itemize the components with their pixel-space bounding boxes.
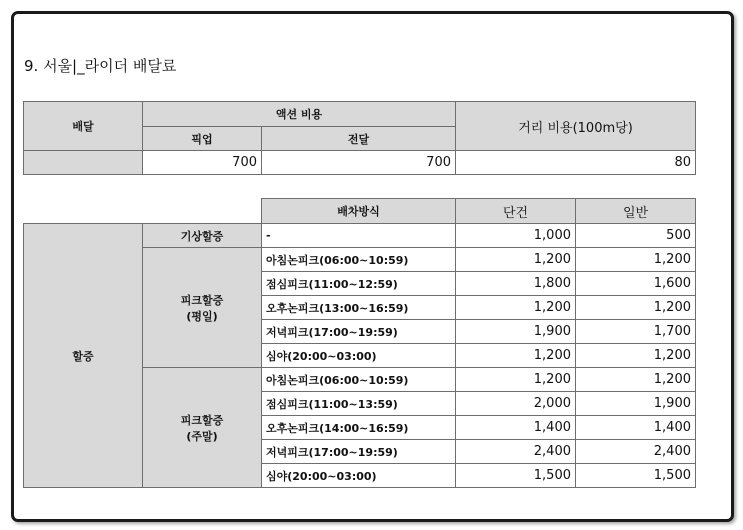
- dispatch-type: 점심피크(11:00~13:59): [262, 392, 456, 416]
- single-value: 1,200: [456, 248, 576, 272]
- dispatch-type: 심야(20:00~03:00): [262, 344, 456, 368]
- delivery-row-label: 배달: [24, 102, 143, 151]
- single-value: 1,500: [456, 464, 576, 488]
- header-blank: [24, 199, 262, 224]
- pickup-header: 픽업: [143, 127, 262, 151]
- weekend-label-line1: 피크할증: [180, 413, 224, 427]
- dispatch-type: 오후논피크(14:00~16:59): [262, 416, 456, 440]
- distance-cost-header: 거리 비용(100m당): [456, 102, 696, 151]
- single-value: 2,000: [456, 392, 576, 416]
- general-value: 1,200: [576, 368, 696, 392]
- single-value: 1,400: [456, 416, 576, 440]
- dispatch-header: 배차방식: [262, 199, 456, 224]
- dispatch-type: 심야(20:00~03:00): [262, 464, 456, 488]
- general-value: 2,400: [576, 440, 696, 464]
- general-value: 1,200: [576, 344, 696, 368]
- general-value: 1,700: [576, 320, 696, 344]
- pickup-value: 700: [143, 151, 262, 175]
- dispatch-type: 저녁피크(17:00~19:59): [262, 440, 456, 464]
- general-value: 1,400: [576, 416, 696, 440]
- single-value: 1,200: [456, 344, 576, 368]
- single-value: 1,000: [456, 224, 576, 248]
- surcharge-row-label: 할증: [24, 224, 143, 488]
- weekday-label-line1: 피크할증: [180, 293, 224, 307]
- dispatch-type: 점심피크(11:00~12:59): [262, 272, 456, 296]
- single-header: 단건: [456, 199, 576, 224]
- general-value: 1,600: [576, 272, 696, 296]
- weekday-peak-label: [143, 248, 262, 368]
- single-value: 1,200: [456, 368, 576, 392]
- surcharge-table: [23, 198, 696, 488]
- weekend-peak-label: [143, 368, 262, 488]
- drop-header: 전달: [262, 127, 456, 151]
- delivery-fee-table: [23, 101, 696, 175]
- delivery-row-spacer: [24, 151, 143, 175]
- dispatch-type: 오후논피크(13:00~16:59): [262, 296, 456, 320]
- single-value: 1,200: [456, 296, 576, 320]
- general-value: 1,900: [576, 392, 696, 416]
- page-title: 9. 서울|_라이더 배달료: [24, 57, 177, 75]
- dispatch-type: 저녁피크(17:00~19:59): [262, 320, 456, 344]
- single-value: 1,800: [456, 272, 576, 296]
- single-value: 1,900: [456, 320, 576, 344]
- drop-value: 700: [262, 151, 456, 175]
- dispatch-type: 아침논피크(06:00~10:59): [262, 248, 456, 272]
- general-value: 1,500: [576, 464, 696, 488]
- weekday-label-line2: (평일): [186, 309, 218, 323]
- dispatch-type: 아침논피크(06:00~10:59): [262, 368, 456, 392]
- general-value: 500: [576, 224, 696, 248]
- weather-label: 기상할증: [143, 224, 262, 248]
- action-cost-header: 액션 비용: [143, 102, 456, 127]
- general-value: 1,200: [576, 248, 696, 272]
- distance-value: 80: [456, 151, 696, 175]
- single-value: 2,400: [456, 440, 576, 464]
- general-value: 1,200: [576, 296, 696, 320]
- weekend-label-line2: (주말): [186, 429, 218, 443]
- dispatch-type: -: [262, 224, 456, 248]
- general-header: 일반: [576, 199, 696, 224]
